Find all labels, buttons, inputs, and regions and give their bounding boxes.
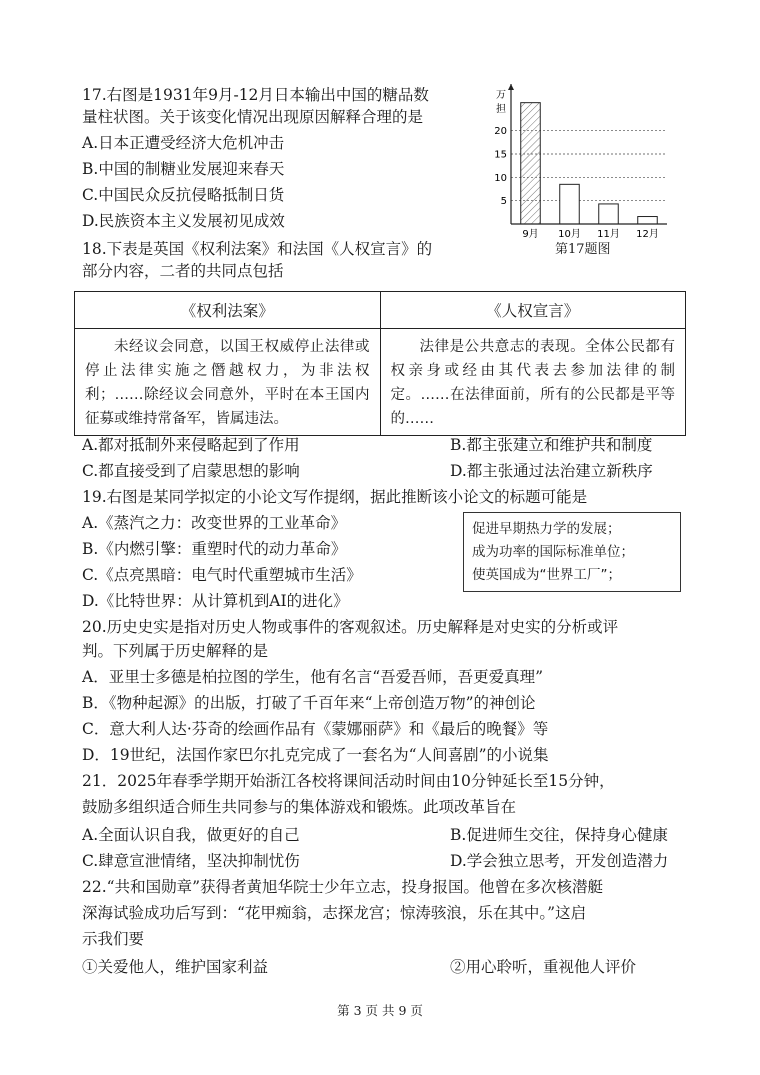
q18-option-c: C.都直接受到了启蒙思想的影响	[82, 462, 300, 480]
q18-option-a: A.都对抵制外来侵略起到了作用	[82, 436, 300, 454]
q17-option-b: B.中国的制糖业发展迎来春天	[82, 160, 285, 178]
bar-4	[638, 217, 658, 224]
essay-outline-box	[463, 512, 681, 592]
q17-option-c: C.中国民众反抗侵略抵制日货	[82, 186, 285, 204]
q21-option-d: D.学会独立思考，开发创造潜力	[450, 852, 669, 870]
chart-caption: 第17题图	[555, 242, 611, 257]
q22-stem-line1: 22.“共和国勋章”获得者黄旭华院士少年立志，投身报国。他曾在多次核潜艇	[82, 878, 604, 896]
q18-stem-line2: 部分内容，二者的共同点包括	[82, 262, 284, 280]
q17-option-a: A.日本正遭受经济大危机冲击	[82, 134, 285, 152]
y-axis-arrow	[508, 84, 514, 90]
q20-option-c: C．意大利人达·芬奇的绘画作品有《蒙娜丽萨》和《最后的晚餐》等	[82, 720, 549, 738]
y-axis-unit-char1: 万	[496, 90, 506, 101]
table-cell-declaration: 法律是公共意志的表现。全体公民都有权亲身或经由其代表去参加法律的制定。……在法律面前，所有的公民都是平等的……	[380, 329, 686, 436]
q21-option-c: C.肆意宣泄情绪，坚决抑制忧伤	[82, 852, 300, 870]
q19-option-c: C.《点亮黑暗：电气时代重塑城市生活》	[82, 566, 362, 584]
table-header-bill-of-rights: 《权利法案》	[75, 292, 381, 329]
x-tick-label: 10月	[558, 229, 581, 240]
x-tick-label: 9月	[522, 229, 539, 240]
bar-1	[521, 103, 541, 224]
bar-3	[599, 204, 619, 224]
y-tick-label: 15	[494, 149, 507, 161]
q17-option-d: D.民族资本主义发展初见成效	[82, 212, 285, 230]
q17-stem-line2: 量柱状图。关于该变化情况出现原因解释合理的是	[82, 108, 424, 126]
table-header-declaration: 《人权宣言》	[380, 292, 686, 329]
table-cell-bill-of-rights: 未经议会同意，以国王权威停止法律或停止法律实施之僭越权力，为非法权利；……除经议会同意外，平时在本王国内征募或维持常备军，皆属违法。	[75, 329, 381, 436]
q18-option-b: B.都主张建立和维护共和制度	[450, 436, 653, 454]
y-tick-label: 5	[500, 196, 507, 208]
q21-option-a: A.全面认识自我，做更好的自己	[82, 826, 300, 844]
q19-option-d: D.《比特世界：从计算机到AI的进化》	[82, 592, 349, 610]
q18-stem-line1: 18.下表是英国《权利法案》和法国《人权宣言》的	[82, 240, 433, 258]
y-axis-unit-char2: 担	[496, 104, 506, 115]
q22-stem-line2: 深海试验成功后写到：“花甲痴翁，志探龙宫；惊涛骇浪，乐在其中。”这启	[82, 904, 587, 922]
q20-option-a: A．亚里士多德是柏拉图的学生，他有名言“吾爱吾师，吾更爱真理”	[82, 668, 544, 686]
q22-stem-line3: 示我们要	[82, 930, 145, 948]
q20-option-b: B．《物种起源》的出版，打破了千百年来“上帝创造万物”的神创论	[82, 694, 536, 712]
x-tick-label: 11月	[597, 229, 620, 240]
q20-stem-line2: 判。下列属于历史解释的是	[82, 642, 269, 660]
q21-stem-line1: 21．2025年春季学期开始浙江各校将课间活动时间由10分钟延长至15分钟，	[82, 772, 615, 790]
comparison-table	[74, 291, 686, 436]
bar-2	[560, 184, 580, 224]
q20-option-d: D．19世纪，法国作家巴尔扎克完成了一套名为“人间喜剧”的小说集	[82, 746, 549, 764]
page-footer: 第 3 页 共 9 页	[337, 1003, 423, 1018]
y-tick-label: 10	[494, 172, 507, 184]
q22-option-2: ②用心聆听，重视他人评价	[450, 958, 637, 976]
q17-stem-line1: 17.右图是1931年9月-12月日本输出中国的糖品数	[82, 86, 429, 104]
y-tick-label: 20	[494, 126, 507, 138]
outline-item: 成为功率的国际标准单位；	[472, 544, 634, 560]
q22-option-1: ①关爱他人，维护国家利益	[82, 958, 269, 976]
q18-option-d: D.都主张通过法治建立新秩序	[450, 462, 653, 480]
q19-option-a: A.《蒸汽之力：改变世界的工业革命》	[82, 514, 347, 532]
outline-item: 使英国成为“世界工厂”；	[472, 567, 621, 583]
x-tick-label: 12月	[636, 229, 659, 240]
sugar-export-bar-chart	[487, 84, 677, 264]
q19-option-b: B.《内燃引擎：重塑时代的动力革命》	[82, 540, 347, 558]
q19-stem: 19.右图是某同学拟定的小论文写作提纲，据此推断该小论文的标题可能是	[82, 488, 588, 506]
outline-item: 促进早期热力学的发展；	[472, 521, 621, 537]
q20-stem-line1: 20.历史史实是指对历史人物或事件的客观叙述。历史解释是对史实的分析或评	[82, 618, 619, 636]
q21-stem-line2: 鼓励多组织适合师生共同参与的集体游戏和锻炼。此项改革旨在	[82, 798, 517, 816]
q21-option-b: B.促进师生交往，保持身心健康	[450, 826, 668, 844]
